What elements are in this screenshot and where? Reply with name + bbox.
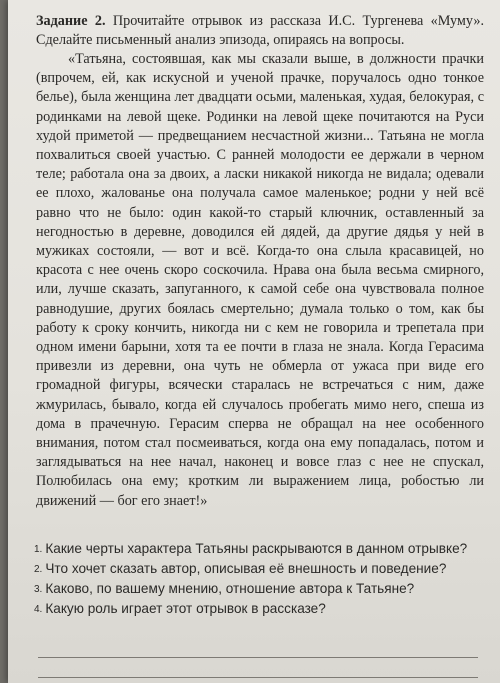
question-number: 2. [34, 564, 43, 575]
question-item [34, 540, 484, 559]
question-text: Какие черты характера Татьяны раскрываются в данном отрывке? [45, 541, 468, 556]
question-item [34, 580, 484, 599]
question-text: Каково, по вашему мнению, отношение автора к Татьяне? [45, 581, 415, 596]
question-item [34, 600, 484, 619]
answer-line [38, 657, 478, 658]
worksheet-page [8, 0, 500, 683]
question-list [34, 540, 484, 620]
task-instruction: Прочитайте отрывок из рассказа И.С. Тургенева «Муму». Сделайте письменный анализ эпизода, опираясь на вопросы. [36, 13, 485, 48]
question-text: Какую роль играет этот отрывок в рассказе? [45, 601, 326, 616]
question-number: 1. [34, 544, 43, 555]
question-text: Что хочет сказать автор, описывая её внешность и поведение? [45, 561, 447, 576]
answer-line [38, 677, 478, 678]
task-block [36, 12, 484, 511]
question-item [34, 560, 484, 579]
task-header [36, 12, 484, 50]
task-number: Задание 2. [36, 13, 106, 29]
question-number: 3. [34, 584, 43, 595]
story-excerpt: «Татьяна, состоявшая, как мы сказали выше, в должности прачки (впрочем, ей, как искусной и ученой прачке, поручалось одно тонкое белье), была женщина лет двадцати осьми, маленькая, худая, белокурая, с родинками на левой щеке. Родинки на левой щеке почитаются на Руси худой приметой — предвещанием несчастной жизни... Татьяна не могла похвалиться своей участью. С ранней молодости ее держали в черном теле; работала она за двоих, а ласки никакой никогда не видала; одевали ее плохо, жалованье она получала самое маленькое; родни у ней всё равно что не было: один какой-то старый ключник, оставленный за негодностью в деревне, доводился ей дядей, да другие дядья у ней в мужиках состояли, — вот и всё. Когда-то она слыла красавицей, но красота с нее очень скоро соскочила. Нрава она была весьма смирного, или, лучше сказать, запуганного, к самой себе она чувствовала полное равнодушие, других боялась смертельно; думала только о том, как бы работу к сроку кончить, никогда ни с кем не говорила и трепетала при одном имени барыни, хотя та ее почти в глаза не знала. Когда Герасима привезли из деревни, она чуть не обмерла от ужаса при виде его громадной фигуры, всячески старалась не встречаться с ним, даже жмурилась, бывало, когда ей случалось пробегать мимо него, спеша из дома в прачечную. Герасим сперва не обращал на нее особенного внимания, потом стал посмеиваться, когда она ему попадалась, потом и заглядываться на нее начал, наконец и вовсе глаз с нее не спускал, Полюбилась она ему; кротким ли выражением лица, робостью ли движений — бог его знает!» [36, 51, 484, 509]
question-number: 4. [34, 604, 43, 615]
